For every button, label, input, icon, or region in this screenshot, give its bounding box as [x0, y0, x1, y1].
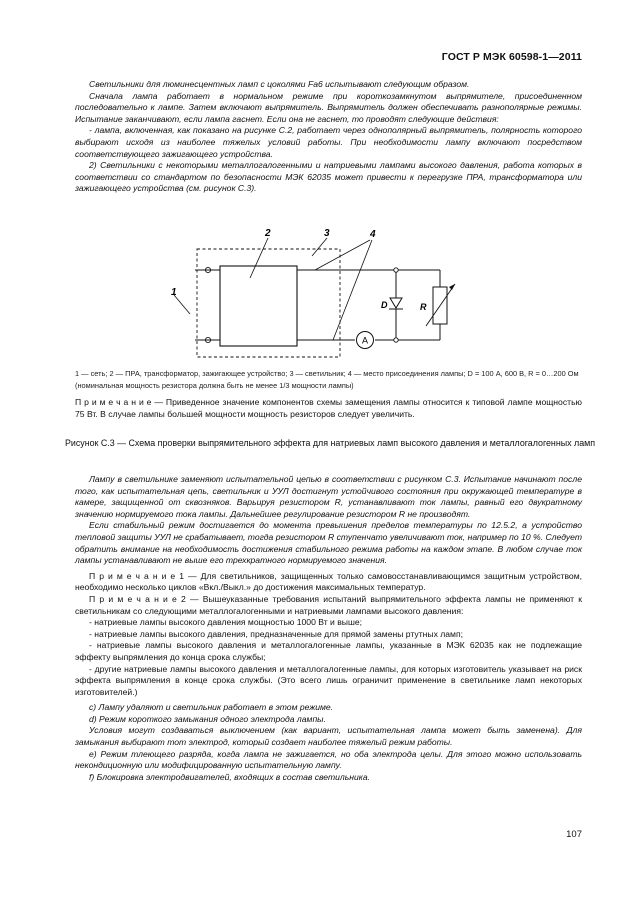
circuit-diagram: [160, 222, 460, 362]
item-f: f) Блокировка электродвигателей, входящих в состав светильника.: [89, 771, 371, 782]
diode-symbol: [390, 298, 402, 308]
body-section: [75, 474, 582, 783]
note-2-item-2: - натриевые лампы высокого давления, предназначенные для прямой замены ртутных ламп;: [89, 628, 463, 639]
item-d: d) Режим короткого замыкания одного электрода лампы.: [89, 713, 326, 724]
body-paragraph-2: Если стабильный режим достигается до момента превышения пределов температуры по 12.5.2, а устройство тепловой защиты УУЛ не срабатывает, тогда резистором R ступенчато увеличивают ток, например по 10 %. Следует обратить внимание на необходимость достижения стабильного режима работы на каждом этапе. В любом случае ток лампы устанавливают не выше его трехкратного нормируемого значения.: [75, 520, 582, 566]
note-2-item-1: - натриевые лампы высокого давления мощностью 1000 Вт и выше;: [89, 617, 363, 628]
intro-section: [75, 79, 582, 195]
note-2: П р и м е ч а н и е 2 — Вышеуказанные требования испытаний выпрямительного эффекта лампы не применяют к светильникам со следующими металлогалогенными и натриевыми лампами высокого давления:: [75, 593, 582, 616]
item-c: c) Лампу удаляют и светильник работает в этом режиме.: [89, 702, 334, 713]
ballast-box: [220, 266, 297, 346]
note-2-item-3: - натриевые лампы высокого давления и металлогалогенные лампы, указанные в МЭК 62035 как не подлежащие эффекту выпрямления до конца срока службы;: [75, 640, 582, 662]
figure-note: П р и м е ч а н и е — Приведенное значение компонентов схемы замещения лампы относится к типовой лампе мощностью 75 Вт. В случае лампы большей мощности мощность резисторов следует увеличить.: [75, 397, 582, 419]
label-3-luminaire: 3: [324, 228, 330, 239]
note-1: П р и м е ч а н и е 1 — Для светильников, защищенных только самовосстанавливающимся защитным устройством, необходимо несколько циклов «Вкл./Выкл.» до достижения максимальных температур.: [75, 570, 582, 593]
luminaire-boundary: [197, 249, 340, 357]
body-paragraph-1: Лампу в светильнике заменяют испытательной цепью в соответствии с рисунком С.3. Испытание начинают после того, как испытательная цепь, светильник и УУЛ достигнут устойчивого состояния при окружающей температуре в камере, защищенной от сквозняков. Варьируя резистором R, устанавливают ток лампы, равный его двукратному значению нормируемого тока лампы. Дальнейшее регулирование резистором R не производят.: [75, 474, 582, 519]
label-2-ballast: 2: [265, 228, 271, 239]
item-e: e) Режим тлеющего разряда, когда лампа не зажигается, но оба электрода целы. Для этого можно использовать некондиционную или модифицированную испытательную лампу.: [75, 748, 582, 771]
page-number: 107: [566, 829, 582, 840]
label-4-lamp-connection: 4: [370, 229, 376, 240]
intro-paragraph-2: Сначала лампа работает в нормальном режиме при короткозамкнутом выпрямителе, присоединенном последовательно к лампе. Затем включают выпрямитель. Выпрямитель должен обеспечивать разнополярные режимы. Испытание заканчивают, если лампа гаснет. Если она не гаснет, то проводят следующие действия:: [75, 90, 582, 124]
note-2-item-4: - другие натриевые лампы высокого давления и металлогалогенные лампы, для которых изготовитель указывает на риск эффекта выпрямления в конце срока службы. (Это всего лишь ограничит применение в светильнике ламп некоторых изготовителей.): [75, 663, 582, 697]
item-d-detail: Условия могут создаваться выключением (как вариант, испытательная лампа может быть заменена). Для замыкания выбирают тот электрод, который создает наиболее тяжелый режим работы.: [75, 725, 582, 748]
figure-legend: 1 — сеть; 2 — ПРА, трансформатор, зажигающее устройство; 3 — светильник; 4 — место присоединения лампы; D = 100 А, 600 В, R = 0…200 Ом (номинальная мощность резистора должна быть не менее 1/3 мощности лампы): [75, 369, 579, 390]
intro-paragraph-4: 2) Светильники с некоторыми металлогалогенными и натриевыми лампами высокого давления, работа которых в соответствии со стандартом по безопасности МЭК 62035 может привести к перегрузке ПРА, трансформатора или зажигающего устройства (см. рисунок С.3).: [75, 160, 582, 194]
resistor-label: R: [420, 302, 427, 312]
document-header: ГОСТ Р МЭК 60598-1—2011: [441, 51, 582, 63]
intro-paragraph-3: - лампа, включенная, как показано на рисунке С.2, работает через однополярный выпрямитель, полярность которого выбирают исходя из наиболее тяжелых условий работы. При необходимости лампу включают посредством соответствующего зажигающего устройства.: [75, 125, 582, 159]
node-diode-top: [394, 268, 398, 272]
node-diode-bottom: [394, 338, 398, 342]
diode-label: D: [381, 300, 388, 310]
ammeter-label: A: [361, 335, 369, 346]
label-1-mains: 1: [171, 287, 177, 298]
intro-paragraph-1: Светильники для люминесцентных ламп с цоколями Fa6 испытывают следующим образом.: [89, 79, 470, 89]
figure-title: Рисунок С.3 — Схема проверки выпрямительного эффекта для натриевых ламп высокого давления и металлогалогенных ламп: [64, 438, 596, 448]
